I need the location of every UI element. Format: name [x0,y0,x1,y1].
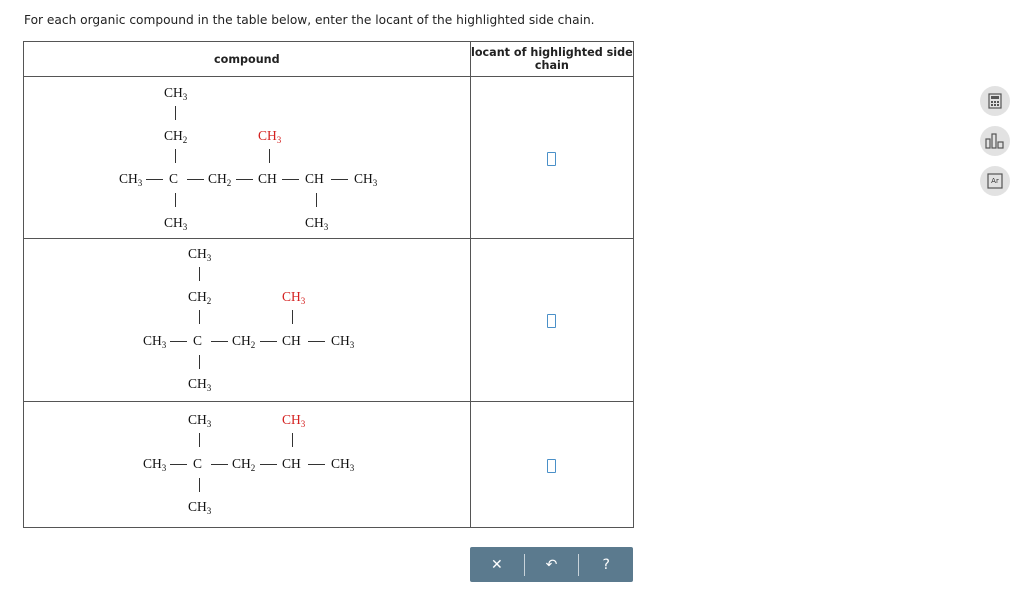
atom-ch3: $CH_3$ [188,376,212,393]
locant-input[interactable] [547,152,556,166]
atom-ch3: $CH_3$ [354,171,378,188]
atom-ch3: $CH_3$ [164,215,188,232]
action-bar [470,547,633,582]
atom-ch2: $CH_2$ [164,128,188,145]
atom-ch3: $CH_3$ [143,333,167,350]
header-locant: locant of highlighted side chain [470,42,633,77]
atom-ch: CH [282,333,301,348]
table-row [24,77,634,239]
molecule-1 [24,77,470,238]
atom-ch3: $CH_3$ [305,215,329,232]
undo-button[interactable]: ↶ [545,556,558,573]
atom-ch2: $CH_2$ [208,171,232,188]
calculator-icon [988,93,1002,109]
atom-ch3: $CH_3$ [331,456,355,473]
atom-ch3: $CH_3$ [188,499,212,516]
periodic-label: Ar [991,177,999,185]
compound-table [23,41,634,528]
compound-cell [24,402,471,528]
atom-ch3: $CH_3$ [188,412,212,429]
molecule-3 [24,402,470,527]
atom-ch2: $CH_2$ [232,333,256,350]
atom-ch3: $CH_3$ [188,246,212,263]
atom-ch: CH [258,171,277,186]
header-compound: compound [24,42,471,77]
tool-panel [980,86,1010,206]
highlighted-side-chain: $CH_3$ [282,289,306,306]
atom-ch: CH [305,171,324,186]
locant-input[interactable] [547,314,556,328]
clear-button[interactable]: ✕ [490,556,503,573]
atom-c: C [193,456,203,471]
locant-input[interactable] [547,459,556,473]
atom-ch2: $CH_2$ [232,456,256,473]
highlighted-side-chain: $CH_3$ [258,128,282,145]
chart-icon [984,133,1006,149]
answer-cell [470,402,633,528]
help-button[interactable]: ? [602,556,610,573]
calculator-tool[interactable] [980,86,1010,116]
atom-ch3: $CH_3$ [331,333,355,350]
atom-c: C [169,171,179,186]
atom-ch: CH [282,456,301,471]
atom-c: C [193,333,203,348]
answer-cell [470,77,633,239]
table-row [24,239,634,402]
table-row [24,402,634,528]
atom-ch3: $CH_3$ [164,85,188,102]
molecule-2 [24,239,470,401]
table-header-row [24,42,634,77]
atom-ch2: $CH_2$ [188,289,212,306]
highlighted-side-chain: $CH_3$ [282,412,306,429]
answer-cell [470,239,633,402]
instruction-text: For each organic compound in the table below, enter the locant of the highlighted side chain. [24,13,595,27]
atom-ch3: $CH_3$ [119,171,143,188]
compound-cell [24,239,471,402]
compound-cell [24,77,471,239]
atom-ch3: $CH_3$ [143,456,167,473]
periodic-table-tool[interactable] [980,166,1010,196]
chart-tool[interactable] [980,126,1010,156]
